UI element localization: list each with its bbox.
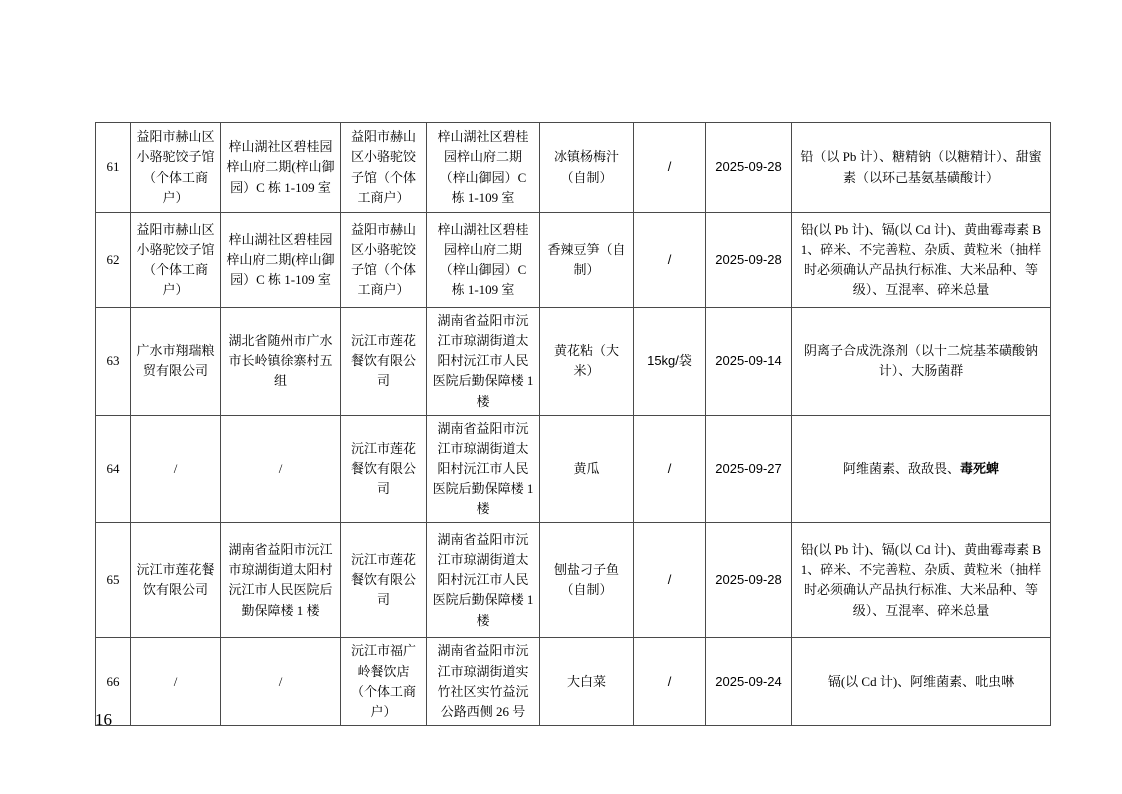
inspection-items-cell: 铅(以 Pb 计)、镉(以 Cd 计)、黄曲霉毒素 B1、碎米、不完善粒、杂质、黄粒米（抽样时必须确认产品执行标准、大米品种、等级）、互混率、碎米总量 xyxy=(792,523,1051,638)
row-number-cell: 64 xyxy=(96,415,131,523)
producer-address-cell: / xyxy=(221,638,341,726)
date-cell: 2025-09-28 xyxy=(706,523,792,638)
spec-cell: / xyxy=(634,123,706,213)
producer-cell: 沅江市莲花餐饮有限公司 xyxy=(131,523,221,638)
sampled-address-cell: 湖南省益阳市沅江市琼湖街道太阳村沅江市人民医院后勤保障楼 1 楼 xyxy=(427,308,540,416)
spec-cell: / xyxy=(634,415,706,523)
food-name-cell: 香辣豆笋（自制） xyxy=(540,213,634,308)
date-cell: 2025-09-24 xyxy=(706,638,792,726)
sampled-address-cell: 湖南省益阳市沅江市琼湖街道太阳村沅江市人民医院后勤保障楼 1 楼 xyxy=(427,523,540,638)
row-number-cell: 65 xyxy=(96,523,131,638)
sampled-unit-cell: 益阳市赫山区小骆驼饺子馆（个体工商户） xyxy=(341,123,427,213)
spec-cell: / xyxy=(634,638,706,726)
producer-address-cell: 梓山湖社区碧桂园梓山府二期(梓山御园）C 栋 1-109 室 xyxy=(221,213,341,308)
inspection-items-bold-text: 毒死蜱 xyxy=(960,460,1000,476)
food-name-cell: 黄瓜 xyxy=(540,415,634,523)
producer-address-cell: 湖南省益阳市沅江市琼湖街道太阳村沅江市人民医院后勤保障楼 1 楼 xyxy=(221,523,341,638)
spec-cell: 15kg/袋 xyxy=(634,308,706,416)
inspection-items-cell: 阴离子合成洗涤剂（以十二烷基苯磺酸钠计）、大肠菌群 xyxy=(792,308,1051,416)
inspection-items-text: 阿维菌素、敌敌畏、 xyxy=(842,460,960,476)
producer-cell: 广水市翔瑞粮贸有限公司 xyxy=(131,308,221,416)
producer-address-cell: 梓山湖社区碧桂园梓山府二期(梓山御园）C 栋 1-109 室 xyxy=(221,123,341,213)
inspection-items-cell: 铅(以 Pb 计)、镉(以 Cd 计)、黄曲霉毒素 B1、碎米、不完善粒、杂质、黄粒米（抽样时必须确认产品执行标准、大米品种、等级）、互混率、碎米总量 xyxy=(792,213,1051,308)
food-name-cell: 大白菜 xyxy=(540,638,634,726)
date-cell: 2025-09-28 xyxy=(706,213,792,308)
row-number-cell: 63 xyxy=(96,308,131,416)
row-number-cell: 66 xyxy=(96,638,131,726)
sampled-address-cell: 湖南省益阳市沅江市琼湖街道太阳村沅江市人民医院后勤保障楼 1 楼 xyxy=(427,415,540,523)
producer-cell: 益阳市赫山区小骆驼饺子馆（个体工商户） xyxy=(131,213,221,308)
sampled-address-cell: 梓山湖社区碧桂园梓山府二期（梓山御园）C 栋 1-109 室 xyxy=(427,213,540,308)
table-row xyxy=(96,123,1051,213)
food-name-cell: 刨盐刁子鱼（自制） xyxy=(540,523,634,638)
inspection-items-cell xyxy=(792,415,1051,523)
producer-cell: / xyxy=(131,415,221,523)
row-number-cell: 62 xyxy=(96,213,131,308)
inspection-table xyxy=(95,122,1051,726)
row-number-cell: 61 xyxy=(96,123,131,213)
spec-cell: / xyxy=(634,523,706,638)
table-row xyxy=(96,308,1051,416)
table-row xyxy=(96,523,1051,638)
producer-address-cell: 湖北省随州市广水市长岭镇徐寨村五组 xyxy=(221,308,341,416)
date-cell: 2025-09-27 xyxy=(706,415,792,523)
food-name-cell: 冰镇杨梅汁（自制） xyxy=(540,123,634,213)
sampled-unit-cell: 沅江市莲花餐饮有限公司 xyxy=(341,523,427,638)
inspection-items-cell: 镉(以 Cd 计)、阿维菌素、吡虫啉 xyxy=(792,638,1051,726)
sampled-unit-cell: 沅江市莲花餐饮有限公司 xyxy=(341,415,427,523)
food-name-cell: 黄花粘（大米） xyxy=(540,308,634,416)
sampled-unit-cell: 沅江市福广岭餐饮店（个体工商户） xyxy=(341,638,427,726)
table-row xyxy=(96,638,1051,726)
sampled-unit-cell: 沅江市莲花餐饮有限公司 xyxy=(341,308,427,416)
sampled-address-cell: 湖南省益阳市沅江市琼湖街道实竹社区实竹益沅公路西侧 26 号 xyxy=(427,638,540,726)
producer-address-cell: / xyxy=(221,415,341,523)
sampled-address-cell: 梓山湖社区碧桂园梓山府二期（梓山御园）C 栋 1-109 室 xyxy=(427,123,540,213)
sampled-unit-cell: 益阳市赫山区小骆驼饺子馆（个体工商户） xyxy=(341,213,427,308)
page-number: 16 xyxy=(95,710,112,729)
spec-cell: / xyxy=(634,213,706,308)
date-cell: 2025-09-28 xyxy=(706,123,792,213)
table-row xyxy=(96,213,1051,308)
inspection-items-cell: 铅（以 Pb 计）、糖精钠（以糖精计）、甜蜜素（以环己基氨基磺酸计） xyxy=(792,123,1051,213)
table-row xyxy=(96,415,1051,523)
producer-cell: 益阳市赫山区小骆驼饺子馆（个体工商户） xyxy=(131,123,221,213)
date-cell: 2025-09-14 xyxy=(706,308,792,416)
producer-cell: / xyxy=(131,638,221,726)
